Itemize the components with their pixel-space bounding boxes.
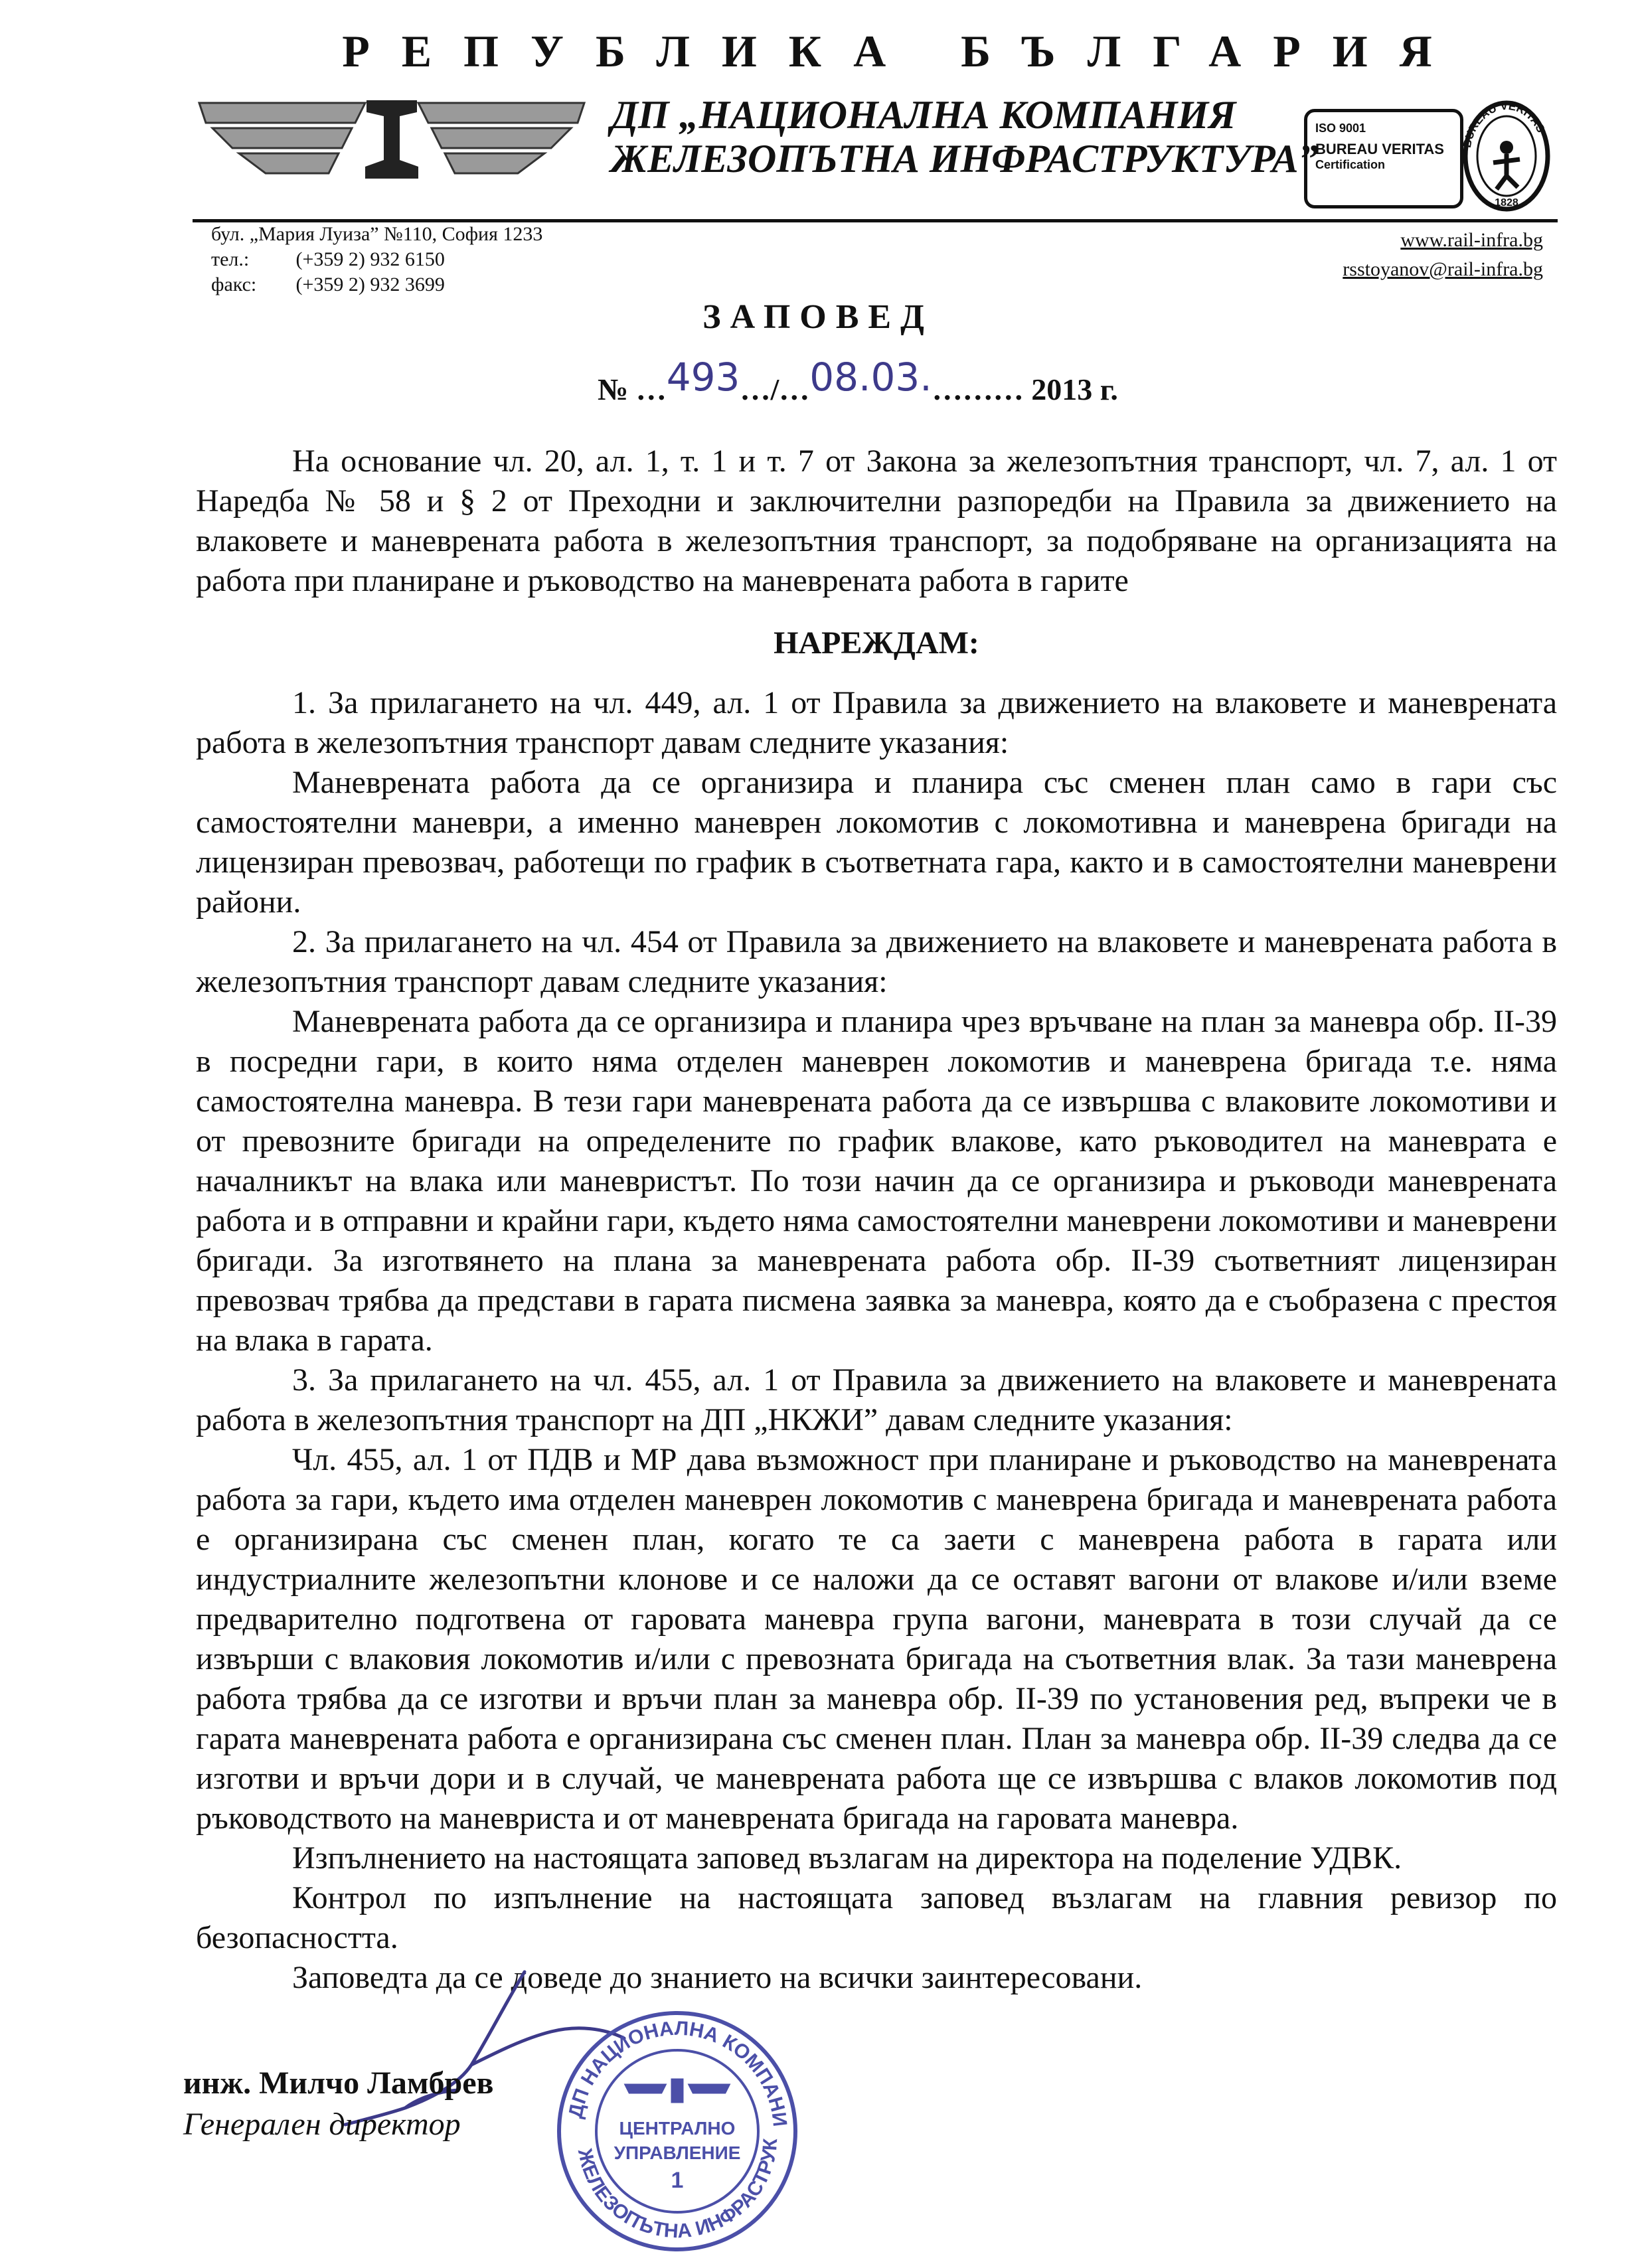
website-link[interactable]: www.rail-infra.bg [1400,229,1543,251]
paragraph-1-instructions: Маневрената работа да се организира и планира със сменен план само в гари със самостоятелни маневри, а именно маневрен локомотив с локомотивна и маневрена бригади на лицензиран превозвач, работещи по график в съответната гара, както и в самостоятелни маневрени райони. [196,765,1557,920]
control-paragraph: Контрол по изпълнение на настоящата заповед възлагам на главния ревизор по безопасността. [196,1880,1557,1955]
country-title: РЕПУБЛИКА БЪЛГАРИЯ [342,26,1464,76]
paragraph-3-instructions: Чл. 455, ал. 1 от ПДВ и МР дава възможност при планиране и ръководство на маневрената работа за гари, където има отделен маневрен локомотив с маневрена бригада и маневрената работа е организирана със сменен план, когато те са заети с маневрена работа в гарата или индустриалните железопътни клонове и се наложи да се оставят вагони от влакове и/или вземе предварително подготвена от гаровата маневра група вагони, маневрата в този случай да се извърши с влаковия локомотив и/или с превозната бригада на съответния влак. За тази маневрена работа трябва да се изготви и връчи план за маневра обр. II-39 по установения ред, въпреки че в гарата маневрената работа е организирана със сменен план. План за маневра обр. II-39 следва да се изготви и връчи дори и в случай, че маневрената работа ще се извършва с влаков локомотив под ръководството на маневриста и от маневрената бригада на гаровата маневра. [196,1442,1557,1836]
iso-label: ISO 9001 [1315,121,1366,135]
signatory-title: Генерален директор [183,2107,461,2142]
rail-winged-logo-icon [193,96,591,186]
order-number: 493 [666,355,740,400]
email-link[interactable]: rsstoyanov@rail-infra.bg [1343,258,1543,280]
phone-label: тел.: [211,248,250,270]
paragraph-2: 2. За прилагането на чл. 454 от Правила за движението на влаковете и маневрената работа в железопътния транспорт давам следните указания: [196,924,1557,999]
paragraph-2-instructions: Маневрената работа да се организира и планира чрез връчване на план за маневра обр. II-39 в посредни гари, в които няма отделен маневрен локомотив и маневрена бригада т.е. няма самостоятелна маневра. В тези гари маневрената работа да се извършва с влаковите локомотиви и от превозните бригади на определените по график влакове, като ръководител на маневрата е началникът на влака или маневристът. По този начин да се организира и ръководи маневрената работа и в отправни и крайни гари, където няма самостоятелни маневрени локомотиви и маневрени бригади. За изготвянето на плана за маневрената работа обр. II-39 съответният лицензиран превозвач трябва да представи в гарата писмена заявка за маневра, която да е съобразена с престоя на влака в гарата. [196,1004,1557,1358]
stamp-ring-bottom: ЖЕЛЕЗОПЪТНА ИНФРАСТРУК [573,2137,782,2243]
signatory-name: инж. Милчо Ламбрев [183,2066,494,2101]
web-contacts [1235,226,1543,284]
paragraph-3: 3. За прилагането на чл. 455, ал. 1 от Правила за движението на влаковете и маневрената работа в железопътния транспорт на ДП „НКЖИ” давам следните указания: [196,1362,1557,1437]
command-heading: НАРЕЖДАМ: [774,625,979,661]
number-sign: № [598,372,629,406]
phone-number: (+359 2) 932 6150 [295,248,445,270]
certification-label: Certification [1315,158,1386,171]
stamp-center-line2: УПРАВЛЕНИЕ [614,2143,741,2163]
seal-year: 1828 [1495,197,1518,208]
stamp-number: 1 [671,2168,684,2193]
certification-box [1304,109,1463,208]
seal-ring-text: BUREAU VERITAS [1460,99,1548,149]
order-number-line: № …493…/…08.03.……… 2013 г. [598,355,1118,406]
company-name-line2: ЖЕЛЕЗОПЪТНА ИНФРАСТРУКТУРА” [611,137,1319,181]
contact-details [211,222,542,297]
fax-label: факс: [211,274,257,295]
notification-paragraph: Заповедта да се доведе до знанието на всички заинтересовани. [292,1960,1143,1995]
fax-number: (+359 2) 932 3699 [295,274,445,295]
bureau-veritas-seal-icon [1457,93,1556,222]
fax-row [211,272,542,297]
official-stamp-icon [551,2005,803,2261]
stamp-center-line1: ЦЕНТРАЛНО [619,2118,736,2139]
stamp-ring-top: ДП НАЦИОНАЛНА КОМПАНИ [564,2017,791,2128]
paragraph-1: 1. За прилагането на чл. 449, ал. 1 от Правила за движението на влаковете и маневрената работа в железопътния транспорт давам следните указания: [196,685,1557,760]
order-title: ЗАПОВЕД [702,298,934,336]
address: бул. „Мария Луиза” №110, София 1233 [211,223,543,245]
phone-row [211,247,542,272]
certifier-name: BUREAU VERITAS [1315,141,1444,157]
order-date: 08.03. [809,355,932,400]
order-year: 2013 г. [1031,372,1118,406]
order-body [196,442,1557,1998]
company-name [611,93,1328,181]
certification-block [1304,93,1558,224]
intro-paragraph: На основание чл. 20, ал. 1, т. 1 и т. 7 от Закона за железопътния транспорт, чл. 7, ал. 1 от Наредба № 58 и § 2 от Преходни и заключителни разпоредби на Правила за движението на влаковете и маневрената работа в железопътния транспорт, за подобряване на организацията на работа при планиране и ръководство на маневрената работа в гарите [196,444,1557,598]
company-name-line1: ДП „НАЦИОНАЛНА КОМПАНИЯ [611,93,1236,137]
execution-paragraph: Изпълнението на настоящата заповед възлагам на директора на поделение УДВК. [292,1840,1402,1876]
